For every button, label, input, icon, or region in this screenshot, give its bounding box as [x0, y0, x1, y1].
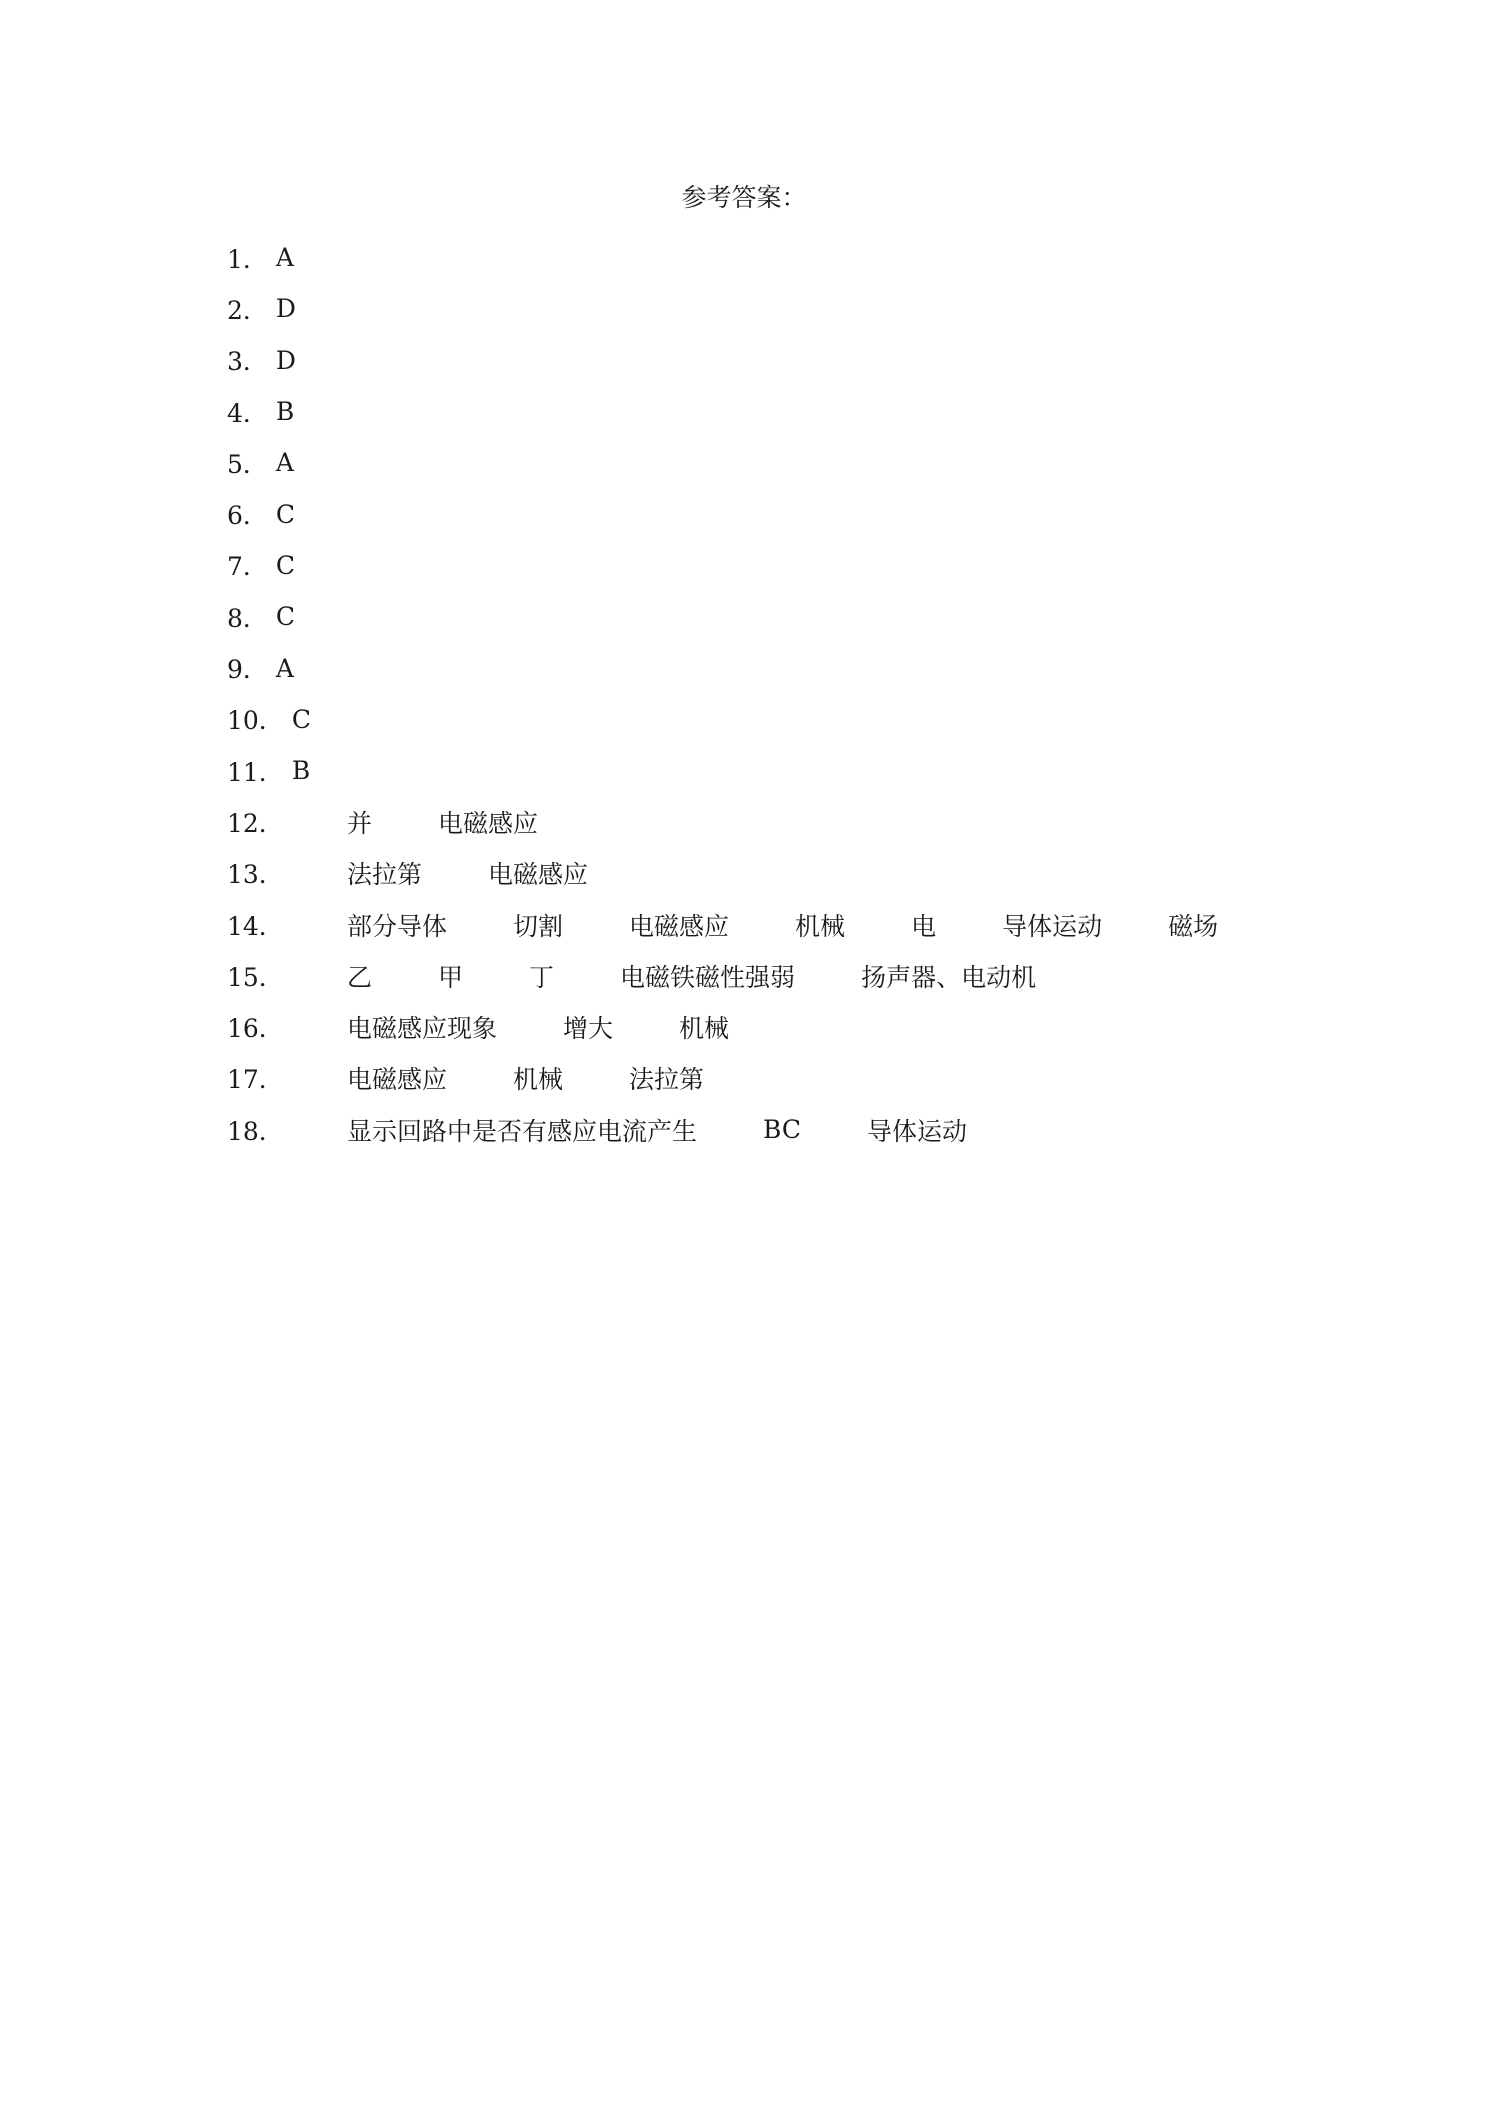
fill-answer: 扬声器、电动机	[861, 962, 1037, 992]
question-number: 7．	[227, 552, 268, 582]
answer-text: D	[275, 294, 296, 324]
answer-text: C	[291, 704, 311, 734]
fill-answer: 机械	[513, 1065, 564, 1095]
fill-answer-row	[227, 1001, 1377, 1052]
answer-list	[227, 232, 1377, 1155]
fill-answer: 电磁感应现象	[347, 1014, 498, 1044]
fill-answer: 甲	[438, 962, 464, 992]
fill-answer: 法拉第	[629, 1065, 705, 1095]
answer-text: A	[275, 243, 294, 273]
answer-row	[227, 642, 1377, 693]
fill-answer: 导体运动	[866, 1116, 967, 1146]
fill-answer: 丁	[529, 962, 555, 992]
question-number: 18．	[227, 1116, 284, 1146]
fill-answer: 增大	[563, 1014, 614, 1044]
fill-answer: 乙	[347, 962, 373, 992]
fill-answer-row	[227, 1053, 1377, 1104]
fill-answer-row	[227, 899, 1377, 950]
fill-answer: 电磁感应	[347, 1065, 448, 1095]
fill-answer: 磁场	[1168, 911, 1219, 941]
question-number: 6．	[227, 501, 268, 531]
question-number: 1．	[227, 244, 268, 274]
answer-text: D	[275, 345, 296, 375]
answer-row	[227, 694, 1377, 745]
question-number: 13．	[227, 860, 284, 890]
answer-row	[227, 591, 1377, 642]
page-title: 参考答案：	[681, 183, 807, 212]
question-number: 15．	[227, 962, 284, 992]
answer-row	[227, 437, 1377, 488]
fill-answer: 机械	[679, 1014, 730, 1044]
question-number: 11．	[227, 757, 284, 787]
answer-text: A	[275, 448, 294, 478]
fill-answer-row	[227, 848, 1377, 899]
fill-answer: 电磁感应	[488, 860, 589, 890]
answer-row	[227, 745, 1377, 796]
question-number: 4．	[227, 398, 268, 428]
fill-answer-row	[227, 1104, 1377, 1155]
fill-answer-row	[227, 796, 1377, 847]
answer-text: C	[275, 550, 296, 580]
answer-row	[227, 232, 1377, 283]
question-number: 10．	[227, 706, 284, 736]
fill-answer: 切割	[513, 911, 564, 941]
answer-text: B	[275, 397, 295, 427]
fill-answer: 显示回路中是否有感应电流产生	[347, 1116, 698, 1146]
answer-row	[227, 540, 1377, 591]
question-number: 17．	[227, 1065, 284, 1095]
answer-text: C	[275, 602, 296, 632]
fill-answer: 电磁铁磁性强弱	[620, 962, 796, 992]
fill-answer: 电磁感应	[629, 911, 730, 941]
question-number: 9．	[227, 655, 268, 685]
answer-text: C	[275, 499, 296, 529]
question-number: 5．	[227, 449, 268, 479]
fill-answer: 电磁感应	[438, 808, 539, 838]
question-number: 8．	[227, 603, 268, 633]
fill-answer: 机械	[795, 911, 846, 941]
answer-text: A	[275, 653, 294, 683]
question-number: 14．	[227, 911, 284, 941]
question-number: 16．	[227, 1014, 284, 1044]
fill-answer: 导体运动	[1002, 911, 1103, 941]
answer-row	[227, 488, 1377, 539]
question-number: 2．	[227, 295, 268, 325]
question-number: 3．	[227, 347, 268, 377]
question-number: 12．	[227, 808, 284, 838]
fill-answer: 电	[911, 911, 937, 941]
fill-answer: 法拉第	[347, 860, 423, 890]
fill-answer: 并	[347, 808, 373, 838]
fill-answer: 部分导体	[347, 911, 448, 941]
answer-row	[227, 335, 1377, 386]
answer-row	[227, 386, 1377, 437]
answer-row	[227, 283, 1377, 334]
answer-text: B	[291, 756, 311, 786]
fill-answer: BC	[763, 1115, 801, 1145]
fill-answer-row	[227, 950, 1377, 1001]
